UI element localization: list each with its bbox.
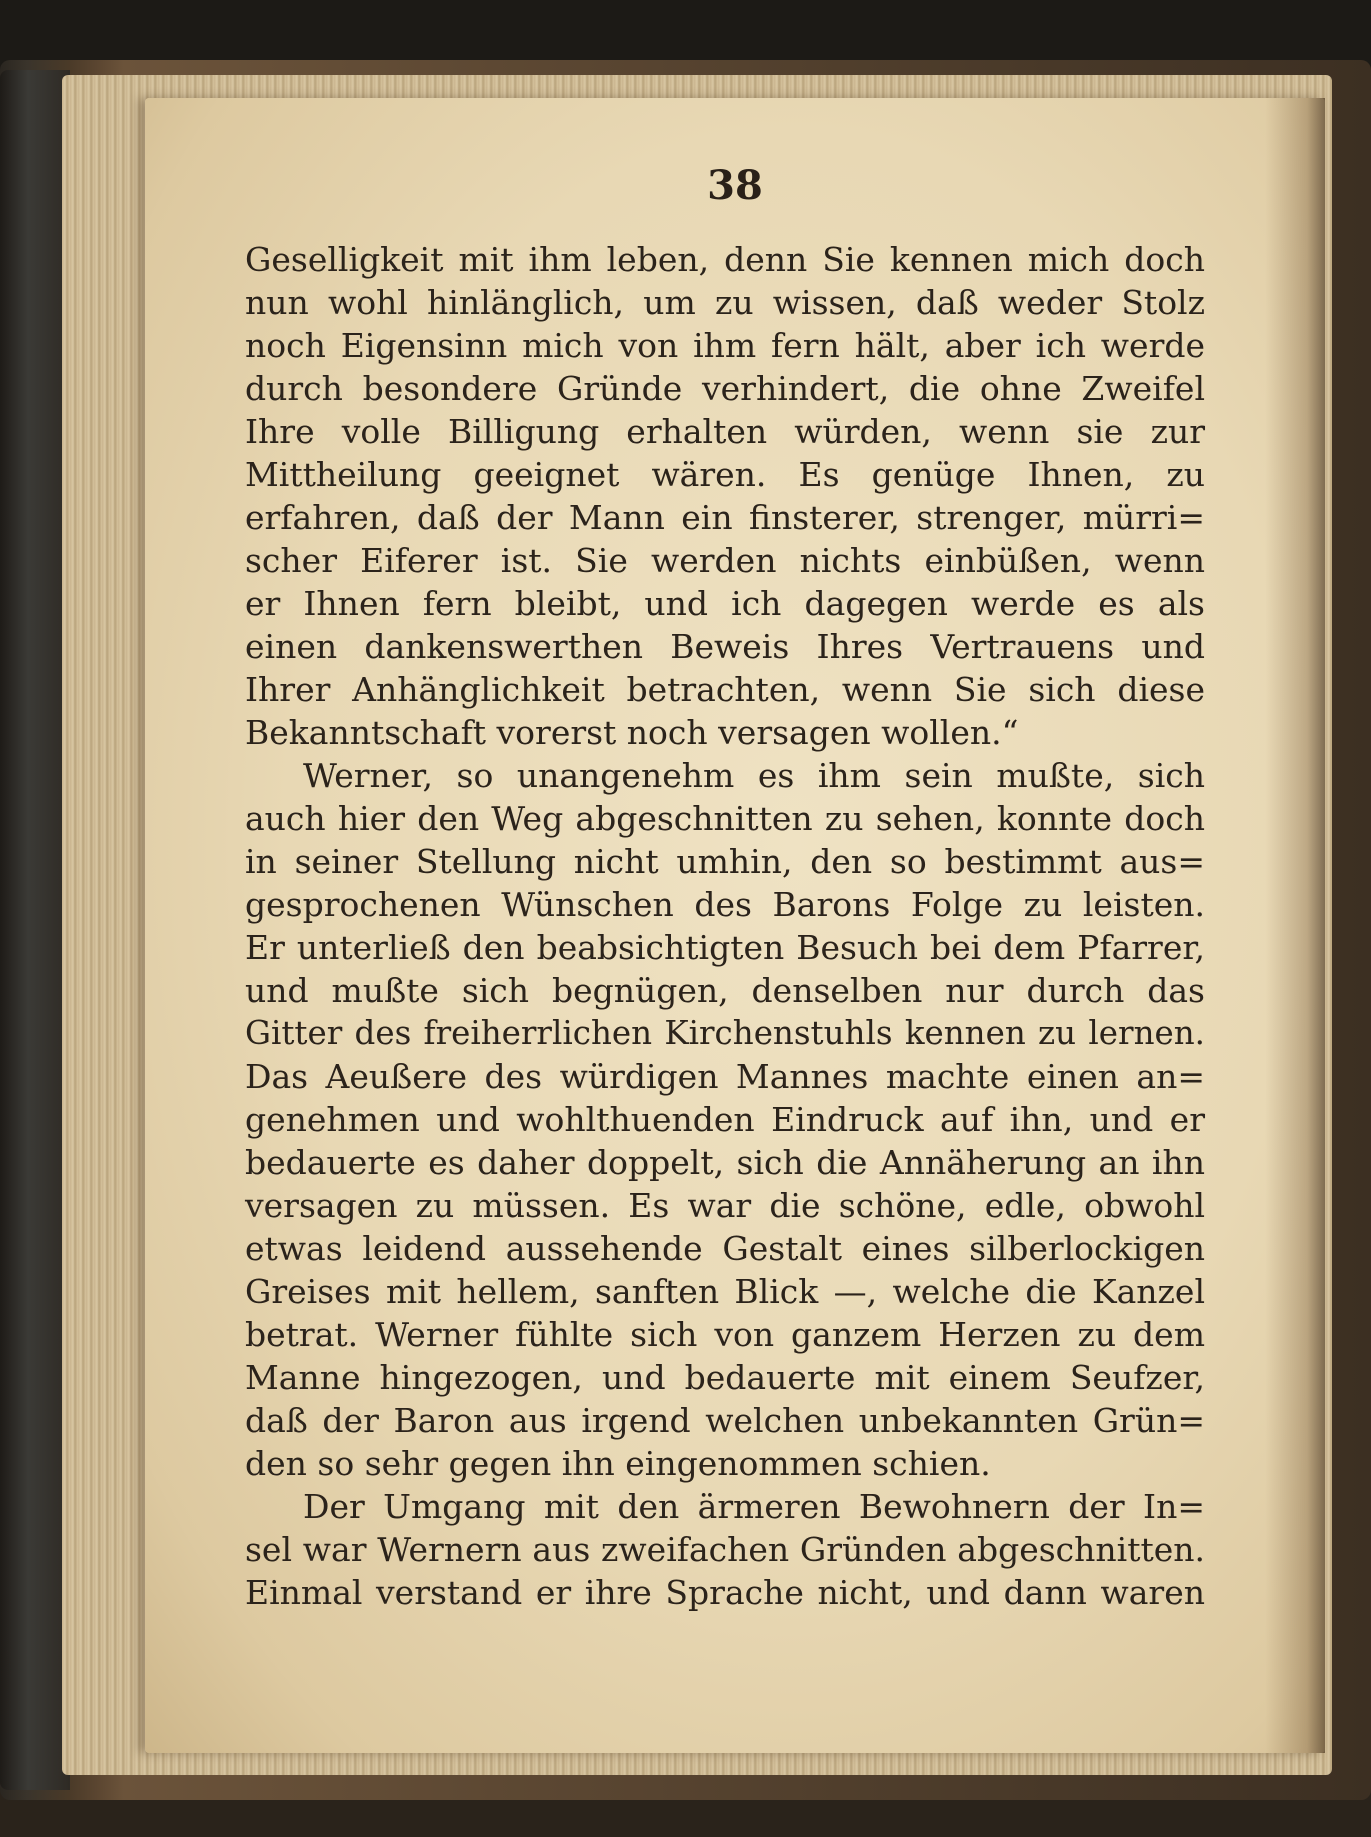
text-line: etwas leidend aussehende Gestalt eines silberlockigen — [245, 1229, 1205, 1268]
text-line: Er unterließ den beabsichtigten Besuch bei dem Pfarrer, — [245, 928, 1205, 967]
page-number: 38 — [707, 162, 763, 209]
text-line: auch hier den Weg abgeschnitten zu sehen, konnte doch — [245, 799, 1205, 838]
book-page — [145, 98, 1325, 1753]
text-line: durch besondere Gründe verhindert, die ohne Zweifel — [245, 369, 1205, 408]
text-line: Manne hingezogen, und bedauerte mit einem Seufzer, — [245, 1358, 1205, 1397]
text-line: gesprochenen Wünschen des Barons Folge zu leisten. — [245, 885, 1205, 924]
text-line: Bekanntschaft vorerst noch versagen wollen.“ — [245, 713, 1019, 752]
text-line: Gitter des freiherrlichen Kirchenstuhls kennen zu lernen. — [245, 1014, 1205, 1052]
text-line: Geselligkeit mit ihm leben, denn Sie kennen mich doch — [245, 240, 1205, 279]
text-line: nun wohl hinlänglich, um zu wissen, daß weder Stolz — [245, 283, 1205, 322]
text-line: genehmen und wohlthuenden Eindruck auf ihn, und er — [245, 1100, 1205, 1139]
text-line: in seiner Stellung nicht umhin, den so bestimmt aus= — [245, 842, 1205, 881]
text-line: betrat. Werner fühlte sich von ganzem Herzen zu dem — [245, 1315, 1205, 1354]
text-line: Der Umgang mit den ärmeren Bewohnern der In= — [303, 1487, 1205, 1526]
text-line: Greises mit hellem, sanften Blick —, welche die Kanzel — [245, 1272, 1205, 1311]
text-line: einen dankenswerthen Beweis Ihres Vertrauens und — [245, 627, 1205, 666]
text-line: scher Eiferer ist. Sie werden nichts einbüßen, wenn — [245, 541, 1205, 580]
text-line: Mittheilung geeignet wären. Es genüge Ihnen, zu — [245, 455, 1205, 494]
text-line: Ihre volle Billigung erhalten würden, wenn sie zur — [245, 412, 1205, 451]
text-line: Ihrer Anhänglichkeit betrachten, wenn Sie sich diese — [245, 670, 1205, 709]
text-line: daß der Baron aus irgend welchen unbekannten Grün= — [245, 1401, 1205, 1440]
text-line: Werner, so unangenehm es ihm sein mußte, sich — [303, 756, 1205, 795]
text-line: versagen zu müssen. Es war die schöne, edle, obwohl — [245, 1186, 1205, 1225]
text-line: erfahren, daß der Mann ein finsterer, strenger, mürri= — [245, 498, 1205, 537]
text-line: bedauerte es daher doppelt, sich die Annäherung an ihn — [245, 1143, 1205, 1182]
text-line: sel war Wernern aus zweifachen Gründen abgeschnitten. — [245, 1530, 1205, 1569]
text-line: noch Eigensinn mich von ihm fern hält, aber ich werde — [245, 326, 1205, 365]
book-spine — [0, 70, 70, 1790]
text-line: Einmal verstand er ihre Sprache nicht, und dann waren — [245, 1573, 1205, 1612]
text-line: und mußte sich begnügen, denselben nur durch das — [245, 971, 1205, 1010]
text-line: Das Aeußere des würdigen Mannes machte einen an= — [245, 1057, 1205, 1096]
page-text — [245, 238, 1205, 1614]
text-line: er Ihnen fern bleibt, und ich dagegen werde es als — [245, 584, 1205, 623]
page-gutter-shadow — [1265, 98, 1325, 1753]
text-line: den so sehr gegen ihn eingenommen schien. — [245, 1444, 991, 1483]
